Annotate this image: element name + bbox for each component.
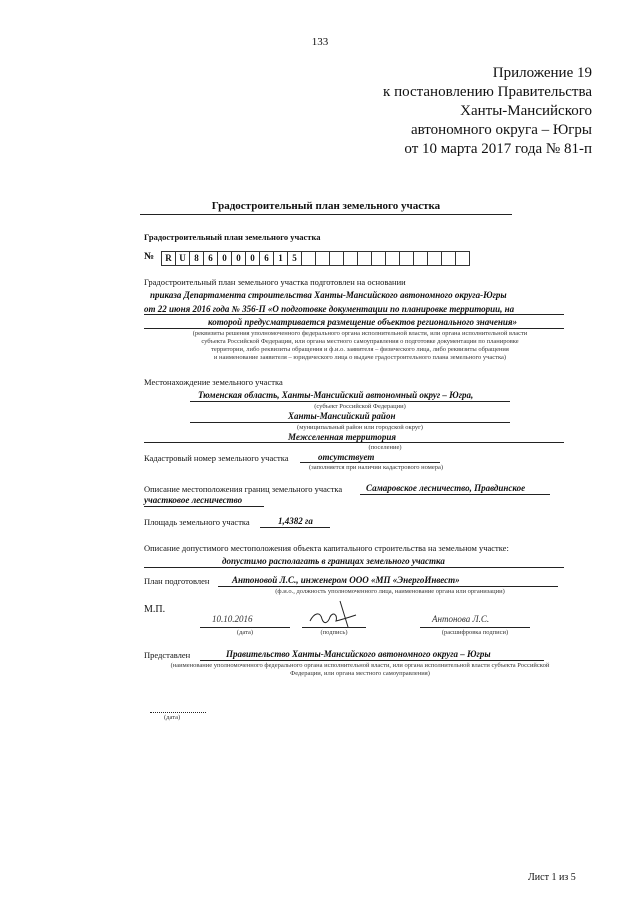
sheet-counter: Лист 1 из 5: [528, 872, 576, 883]
stamp-decode-value: Антонова Л.С.: [432, 614, 490, 624]
cadastral-label: Кадастровый номер земельного участка: [144, 453, 289, 463]
plan-number-cell: 0: [245, 251, 260, 266]
stamp-decode-caption: (расшифровка подписи): [441, 629, 509, 636]
basis-caption-3: территории, либо реквизиты обращения и ф.и.о. заявителя – физического лица, либо реквизиты обращения: [211, 346, 509, 353]
area-label: Площадь земельного участка: [144, 517, 250, 527]
prepared-label: План подготовлен: [144, 576, 210, 586]
basis-caption-1: (реквизиты решения уполномоченного федерального органа исполнительной власти, или органа исполнительной власти: [192, 330, 528, 337]
plan-number-cell: R: [161, 251, 176, 266]
plan-number-cell: [413, 251, 428, 266]
stamp-sign-underline: [302, 627, 366, 628]
plan-number-cell: [357, 251, 372, 266]
permitted-value: допустимо располагать в границах земельного участка: [222, 556, 445, 566]
number-sign: №: [144, 251, 155, 262]
document-title: Градостроительный план земельного участка: [211, 200, 441, 212]
plan-number-cell: [301, 251, 316, 266]
location-subject-caption: (субъект Российской Федерации): [314, 403, 406, 410]
stamp-date-value: 10.10.2016: [212, 614, 253, 624]
appendix-line-3: Ханты-Мансийского: [460, 103, 592, 119]
plan-number-cell: [329, 251, 344, 266]
prepared-caption: (ф.и.о., должность уполномоченного лица, наименование органа или организации): [275, 588, 505, 595]
plan-label: Градостроительный план земельного участка: [144, 232, 321, 242]
appendix-line-4: автономного округа – Югры: [410, 122, 592, 138]
plan-number-cell: [385, 251, 400, 266]
title-underline: [140, 214, 512, 215]
appendix-header: [383, 64, 592, 159]
basis-line-2: от 22 июня 2016 года № 356-П «О подготовке документации по планировке территории, на: [144, 304, 515, 314]
stamp-date-underline: [200, 627, 290, 628]
plan-number-cell: [427, 251, 442, 266]
submitted-caption-2: Федерации, или органа местного самоуправления): [290, 670, 430, 677]
location-subject-underline: [190, 401, 510, 402]
prepared-value: Антоновой Л.С., инженером ООО «МП «ЭнергоИнвест»: [232, 575, 460, 585]
plan-number-cells: [162, 251, 470, 266]
boundaries-underline-1: [360, 494, 550, 495]
prepared-underline: [218, 586, 558, 587]
basis-caption-2: субъекта Российской Федерации, или органа местного самоуправления о подготовке документации по планировке: [201, 338, 519, 345]
plan-number-cell: [315, 251, 330, 266]
stamp-date-caption: (дата): [236, 629, 254, 636]
stamp-mp: М.П.: [144, 604, 166, 615]
submitted-underline: [200, 660, 544, 661]
submitted-label: Представлен: [144, 650, 191, 660]
stamp-decode-underline: [420, 627, 530, 628]
stamp-sign-caption: (подпись): [320, 629, 348, 636]
area-underline: [260, 527, 330, 528]
basis-line-3: которой предусматривается размещение объектов регионального значения»: [208, 317, 518, 327]
plan-number-cell: 0: [231, 251, 246, 266]
basis-underline-2: [144, 314, 564, 315]
plan-number-cell: [455, 251, 470, 266]
cadastral-caption: (заполняется при наличии кадастрового номера): [308, 464, 443, 471]
plan-number-cell: 6: [203, 251, 218, 266]
location-settlement-underline: [144, 442, 564, 443]
location-district: Ханты-Мансийский район: [288, 411, 396, 421]
basis-caption-4: и наименование заявителя – юридического лица о выдаче градостроительного плана земельного участка): [213, 354, 507, 361]
cadastral-underline: [300, 462, 440, 463]
boundaries-value-1: Самаровское лесничество, Правдинское: [366, 483, 526, 493]
basis-intro: Градостроительный план земельного участка подготовлен на основании: [144, 277, 406, 287]
appendix-line-1: Приложение 19: [492, 65, 592, 81]
plan-number-cell: 0: [217, 251, 232, 266]
plan-number-cell: [371, 251, 386, 266]
location-district-underline: [190, 422, 510, 423]
location-settlement-caption: (поселение): [368, 444, 402, 451]
bottom-date-underline: [150, 712, 206, 713]
appendix-line-2: к постановлению Правительства: [383, 84, 592, 100]
location-district-caption: (муниципальный район или городской округ): [297, 424, 423, 431]
plan-number-cell: [399, 251, 414, 266]
plan-number-cell: 8: [189, 251, 204, 266]
plan-number-cell: 6: [259, 251, 274, 266]
boundaries-label: Описание местоположения границ земельного участка: [144, 484, 343, 494]
location-subject: Тюменская область, Ханты-Мансийский автономный округ – Югра,: [198, 390, 474, 400]
submitted-caption-1: (наименование уполномоченного федерального органа исполнительной власти, или органа исполнительной власти субъекта Российской: [170, 662, 550, 669]
plan-number-cell: U: [175, 251, 190, 266]
permitted-label: Описание допустимого местоположения объекта капитального строительства на земельном участке:: [144, 543, 509, 553]
plan-number-cell: [441, 251, 456, 266]
boundaries-underline-2: [144, 506, 264, 507]
basis-underline-3: [144, 328, 564, 329]
plan-number-cell: 5: [287, 251, 302, 266]
cadastral-value: отсутствует: [318, 452, 375, 462]
bottom-date-caption: (дата): [164, 714, 181, 721]
area-value: 1,4382 га: [278, 516, 313, 526]
page-number: 133: [311, 36, 329, 48]
basis-line-1: приказа Департамента строительства Ханты-Мансийского автономного округа-Югры: [150, 290, 507, 300]
location-settlement: Межселенная территория: [288, 432, 397, 442]
plan-number-cell: [343, 251, 358, 266]
boundaries-value-2: участковое лесничество: [144, 495, 243, 505]
plan-number-cell: 1: [273, 251, 288, 266]
submitted-value: Правительство Ханты-Мансийского автономного округа – Югры: [226, 649, 491, 659]
location-label: Местонахождение земельного участка: [144, 377, 283, 387]
appendix-line-5: от 10 марта 2017 года № 81-п: [404, 141, 592, 157]
permitted-underline: [144, 567, 564, 568]
